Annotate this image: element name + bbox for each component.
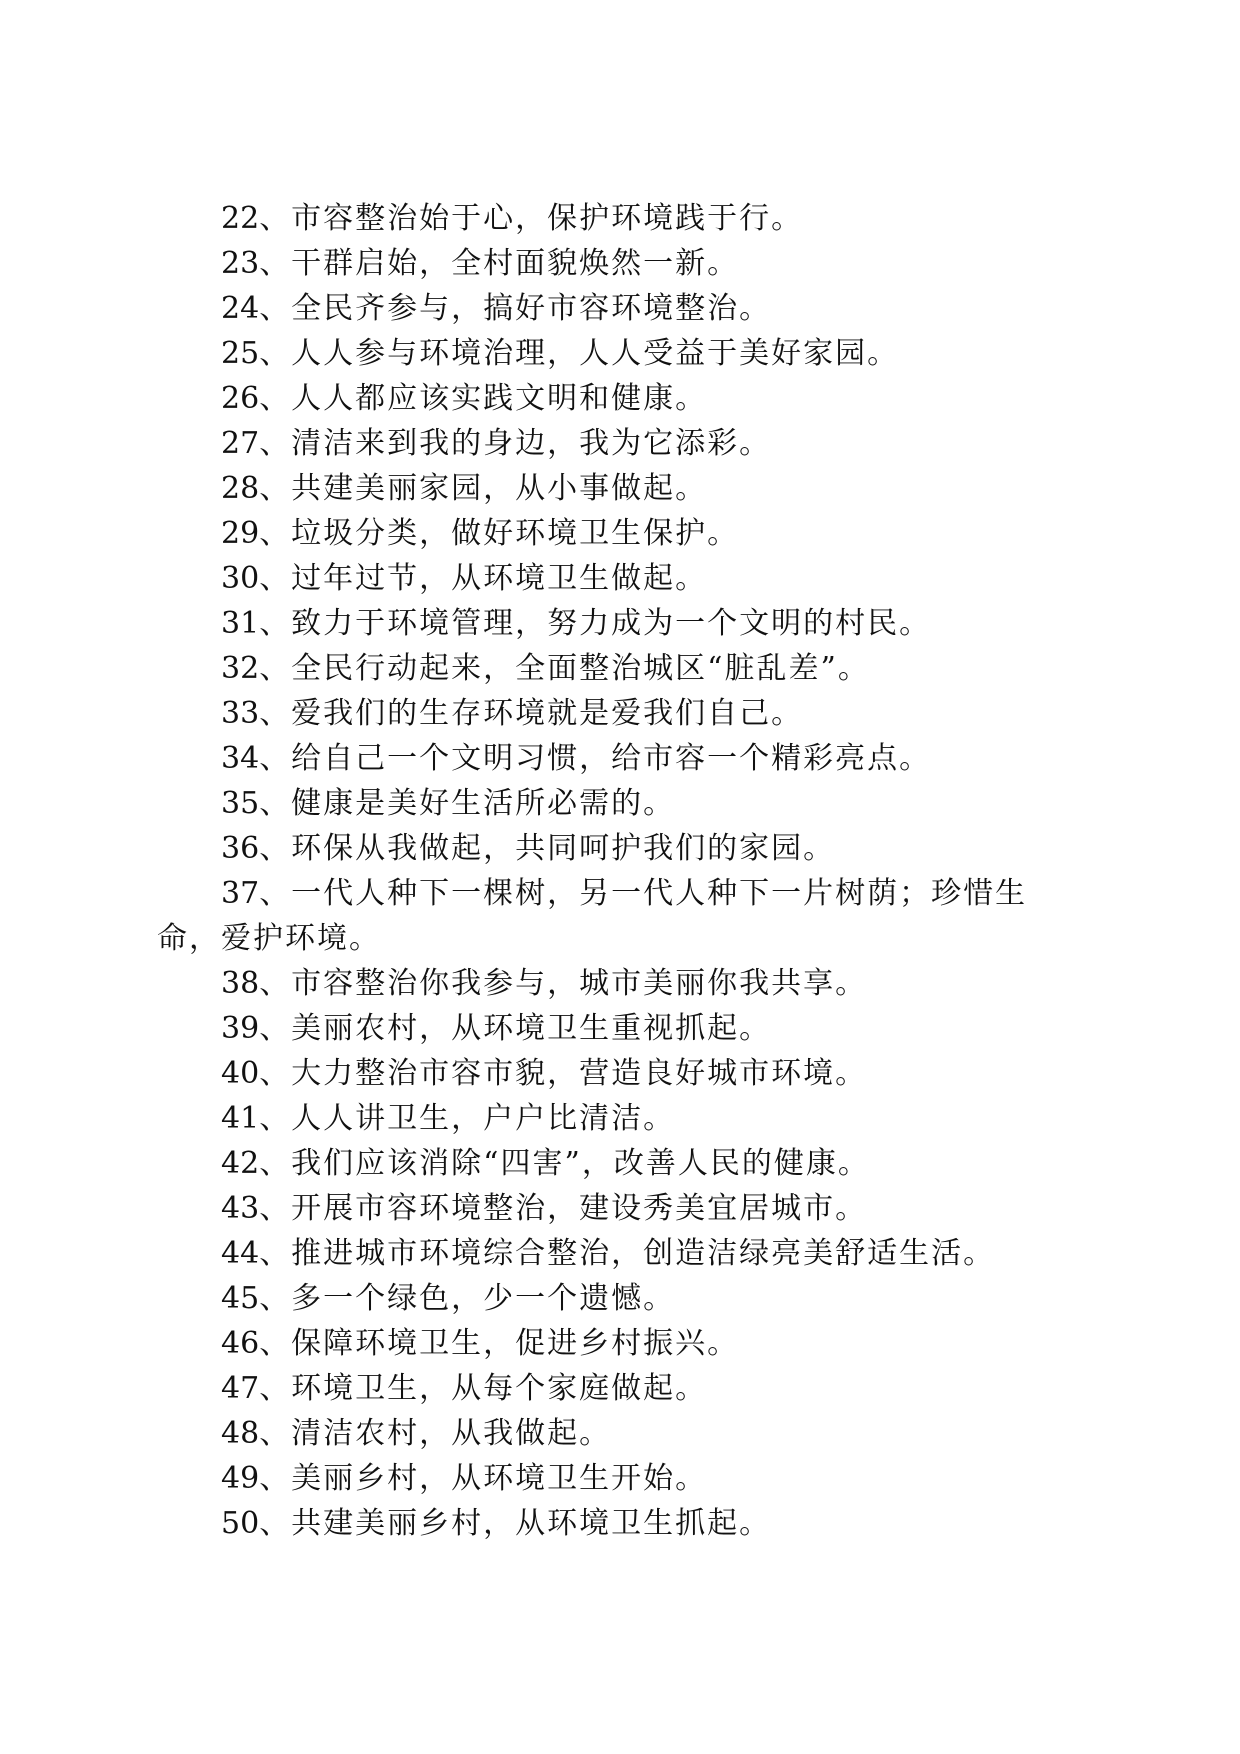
item-text: 、干群启始，全村面貌焕然一新。 [259, 246, 740, 281]
list-item [157, 871, 1082, 961]
list-item [157, 691, 1082, 736]
item-number: 38 [221, 966, 260, 1001]
item-text: 、大力整治市容市貌，营造良好城市环境。 [259, 1056, 868, 1091]
item-number: 42 [221, 1146, 260, 1181]
item-number: 28 [221, 471, 260, 506]
item-number: 48 [221, 1416, 260, 1451]
list-item [157, 1231, 1082, 1276]
item-text: 、推进城市环境综合整治，创造洁绿亮美舒适生活。 [259, 1236, 996, 1271]
item-text: 、多一个绿色，少一个遗憾。 [259, 1281, 676, 1316]
item-number: 47 [221, 1371, 260, 1406]
item-text: 、全民齐参与，搞好市容环境整治。 [259, 291, 772, 326]
item-number: 22 [221, 201, 260, 236]
item-text: 、共建美丽乡村，从环境卫生抓起。 [259, 1506, 772, 1541]
list-item [157, 421, 1082, 466]
slogan-list [157, 196, 1082, 1546]
item-text: 、环境卫生，从每个家庭做起。 [259, 1371, 708, 1406]
item-text: 、市容整治始于心，保护环境践于行。 [259, 201, 804, 236]
item-text: 、市容整治你我参与，城市美丽你我共享。 [259, 966, 868, 1001]
item-text: 、人人参与环境治理，人人受益于美好家园。 [259, 336, 900, 371]
item-number: 50 [221, 1506, 260, 1541]
list-item [157, 466, 1082, 511]
item-number: 41 [221, 1101, 260, 1136]
item-text: 、共建美丽家园，从小事做起。 [259, 471, 708, 506]
item-text: 、我们应该消除“四害”，改善人民的健康。 [259, 1146, 870, 1181]
list-item [157, 646, 1082, 691]
item-text: 、美丽乡村，从环境卫生开始。 [259, 1461, 708, 1496]
list-item [157, 1186, 1082, 1231]
list-item [157, 376, 1082, 421]
item-number: 26 [221, 381, 260, 416]
list-item [157, 601, 1082, 646]
item-text: 、保障环境卫生，促进乡村振兴。 [259, 1326, 740, 1361]
item-number: 32 [221, 651, 260, 686]
item-number: 27 [221, 426, 260, 461]
item-text: 、给自己一个文明习惯，给市容一个精彩亮点。 [259, 741, 932, 776]
list-item [157, 331, 1082, 376]
item-text: 、垃圾分类，做好环境卫生保护。 [259, 516, 740, 551]
item-number: 44 [221, 1236, 260, 1271]
list-item [157, 1276, 1082, 1321]
list-item [157, 1051, 1082, 1096]
item-number: 24 [221, 291, 260, 326]
item-number: 36 [221, 831, 260, 866]
item-number: 45 [221, 1281, 260, 1316]
list-item [157, 511, 1082, 556]
item-text: 、过年过节，从环境卫生做起。 [259, 561, 708, 596]
item-number: 23 [221, 246, 260, 281]
list-item [157, 1321, 1082, 1366]
list-item [157, 736, 1082, 781]
list-item [157, 286, 1082, 331]
list-item [157, 1456, 1082, 1501]
item-text: 、健康是美好生活所必需的。 [259, 786, 676, 821]
item-text: 、人人讲卫生，户户比清洁。 [259, 1101, 676, 1136]
list-item [157, 961, 1082, 1006]
list-item [157, 826, 1082, 871]
list-item [157, 1411, 1082, 1456]
list-item [157, 1006, 1082, 1051]
item-number: 31 [221, 606, 260, 641]
item-text: 、一代人种下一棵树，另一代人种下一片树荫；珍惜生命，爱护环境。 [157, 876, 1028, 956]
item-number: 37 [221, 876, 260, 911]
item-text: 、清洁农村，从我做起。 [259, 1416, 612, 1451]
item-text: 、清洁来到我的身边，我为它添彩。 [259, 426, 772, 461]
list-item [157, 196, 1082, 241]
item-number: 33 [221, 696, 260, 731]
item-number: 40 [221, 1056, 260, 1091]
item-text: 、人人都应该实践文明和健康。 [259, 381, 708, 416]
item-number: 46 [221, 1326, 260, 1361]
item-number: 39 [221, 1011, 260, 1046]
item-text: 、美丽农村，从环境卫生重视抓起。 [259, 1011, 772, 1046]
list-item [157, 1141, 1082, 1186]
item-text: 、致力于环境管理，努力成为一个文明的村民。 [259, 606, 932, 641]
item-number: 35 [221, 786, 260, 821]
list-item [157, 781, 1082, 826]
list-item [157, 241, 1082, 286]
item-number: 43 [221, 1191, 260, 1226]
item-number: 29 [221, 516, 260, 551]
item-text: 、爱我们的生存环境就是爱我们自己。 [259, 696, 804, 731]
list-item [157, 556, 1082, 601]
list-item [157, 1096, 1082, 1141]
item-text: 、环保从我做起，共同呵护我们的家园。 [259, 831, 836, 866]
item-text: 、开展市容环境整治，建设秀美宜居城市。 [259, 1191, 868, 1226]
item-number: 25 [221, 336, 260, 371]
item-number: 30 [221, 561, 260, 596]
item-text: 、全民行动起来，全面整治城区“脏乱差”。 [259, 651, 870, 686]
item-number: 34 [221, 741, 260, 776]
list-item [157, 1366, 1082, 1411]
list-item [157, 1501, 1082, 1546]
item-number: 49 [221, 1461, 260, 1496]
